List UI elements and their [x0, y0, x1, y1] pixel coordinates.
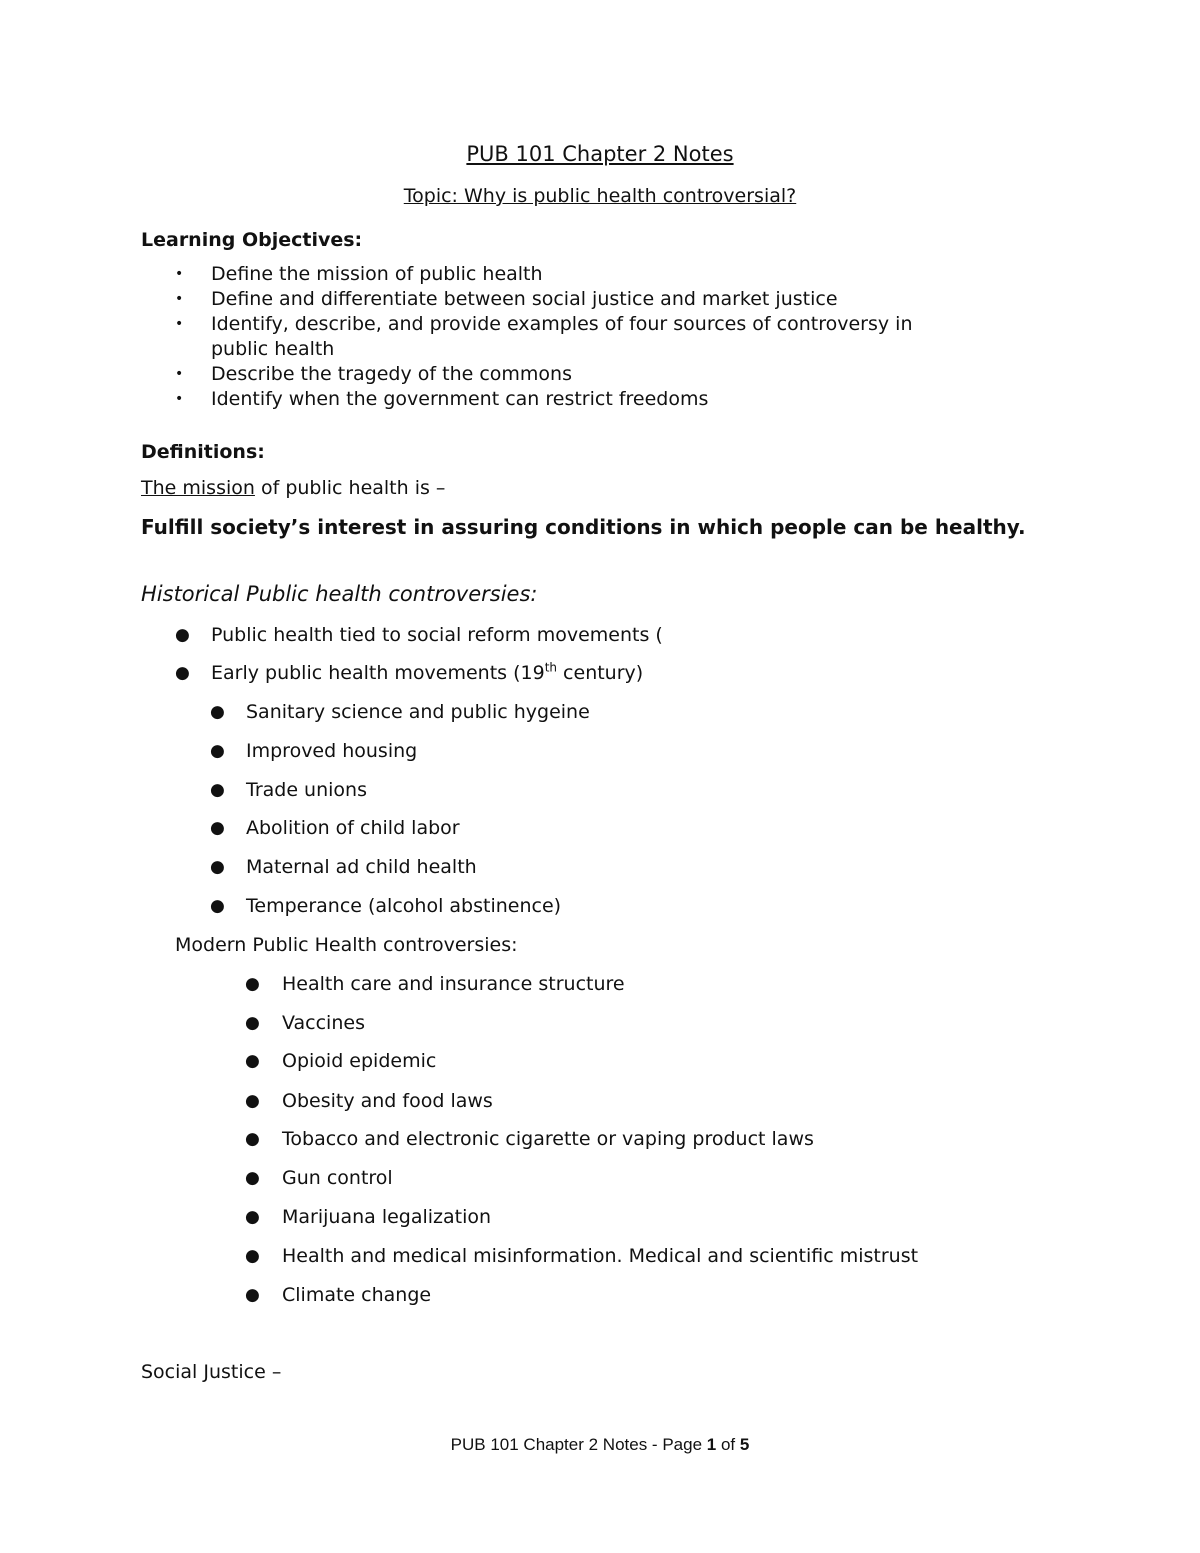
- list-item: • Define and differentiate between social justice and market justice: [175, 288, 838, 310]
- list-item: Vaccines: [282, 1012, 365, 1034]
- bullet-icon: •: [175, 366, 184, 382]
- bullet-icon: •: [175, 266, 184, 282]
- page-footer: [0, 1433, 1200, 1457]
- mission-rest: of public health is –: [254, 477, 446, 499]
- bullet-icon: ●: [245, 1013, 260, 1033]
- list-item: • Identify when the government can restrict freedoms: [175, 388, 709, 410]
- footer-page-total: 5: [739, 1435, 750, 1454]
- list-item: Public health tied to social reform movements (: [211, 624, 663, 646]
- list-item: Opioid epidemic: [282, 1050, 437, 1072]
- bullet-icon: ●: [245, 1051, 260, 1071]
- historical-heading: Historical Public health controversies:: [141, 582, 538, 606]
- list-item-continuation: public health: [211, 338, 335, 360]
- footer-page-word: Page: [662, 1435, 707, 1454]
- mission-definition: [141, 474, 445, 502]
- bullet-icon: ●: [175, 663, 190, 683]
- bullet-icon: ●: [245, 1129, 260, 1149]
- list-item: Obesity and food laws: [282, 1090, 493, 1112]
- bullet-icon: •: [175, 316, 184, 332]
- bullet-icon: ●: [175, 625, 190, 645]
- mission-term: The mission: [141, 477, 255, 499]
- footer-page-number: 1: [706, 1435, 717, 1454]
- page-title: PUB 101 Chapter 2 Notes: [466, 142, 734, 166]
- sub-list-item: Sanitary science and public hygeine: [246, 701, 590, 723]
- bullet-icon: •: [175, 291, 184, 307]
- bullet-icon: ●: [210, 857, 225, 877]
- bullet-icon: ●: [210, 780, 225, 800]
- bullet-icon: ●: [210, 702, 225, 722]
- bullet-icon: ●: [245, 1285, 260, 1305]
- list-item: Tobacco and electronic cigarette or vaping product laws: [282, 1128, 814, 1150]
- topic-heading: Topic: Why is public health controversial?: [403, 185, 797, 207]
- mission-statement: Fulfill society’s interest in assuring conditions in which people can be healthy.: [141, 515, 1026, 539]
- sub-list-item: Improved housing: [246, 740, 418, 762]
- superscript: th: [544, 660, 558, 675]
- list-item: Health care and insurance structure: [282, 973, 625, 995]
- list-item: Health and medical misinformation. Medical and scientific mistrust: [282, 1245, 919, 1267]
- list-item: Gun control: [282, 1167, 393, 1189]
- social-justice-definition: Social Justice –: [141, 1361, 282, 1383]
- bullet-icon: ●: [245, 1246, 260, 1266]
- bullet-icon: •: [175, 391, 184, 407]
- modern-heading: Modern Public Health controversies:: [175, 934, 518, 956]
- bullet-icon: ●: [210, 818, 225, 838]
- definitions-heading: Definitions:: [141, 441, 265, 463]
- list-item: • Define the mission of public health: [175, 263, 543, 285]
- bullet-icon: ●: [245, 1168, 260, 1188]
- bullet-icon: ●: [245, 974, 260, 994]
- sub-list-item: Trade unions: [246, 779, 367, 801]
- bullet-icon: ●: [210, 896, 225, 916]
- bullet-icon: ●: [245, 1091, 260, 1111]
- sub-list-item: Abolition of child labor: [246, 817, 460, 839]
- list-item: • Identify, describe, and provide examples of four sources of controversy in: [175, 313, 913, 335]
- list-item: Early public health movements (19th century): [211, 660, 644, 684]
- objectives-heading: Learning Objectives:: [141, 229, 363, 251]
- footer-doc-title: PUB 101 Chapter 2 Notes -: [450, 1435, 663, 1454]
- footer-of-word: of: [716, 1435, 740, 1454]
- list-item: Marijuana legalization: [282, 1206, 492, 1228]
- sub-list-item: Temperance (alcohol abstinence): [246, 895, 562, 917]
- sub-list-item: Maternal ad child health: [246, 856, 477, 878]
- bullet-icon: ●: [245, 1207, 260, 1227]
- list-item: • Describe the tragedy of the commons: [175, 363, 572, 385]
- objectives-list: [141, 262, 1041, 412]
- bullet-icon: ●: [210, 741, 225, 761]
- list-item: Climate change: [282, 1284, 432, 1306]
